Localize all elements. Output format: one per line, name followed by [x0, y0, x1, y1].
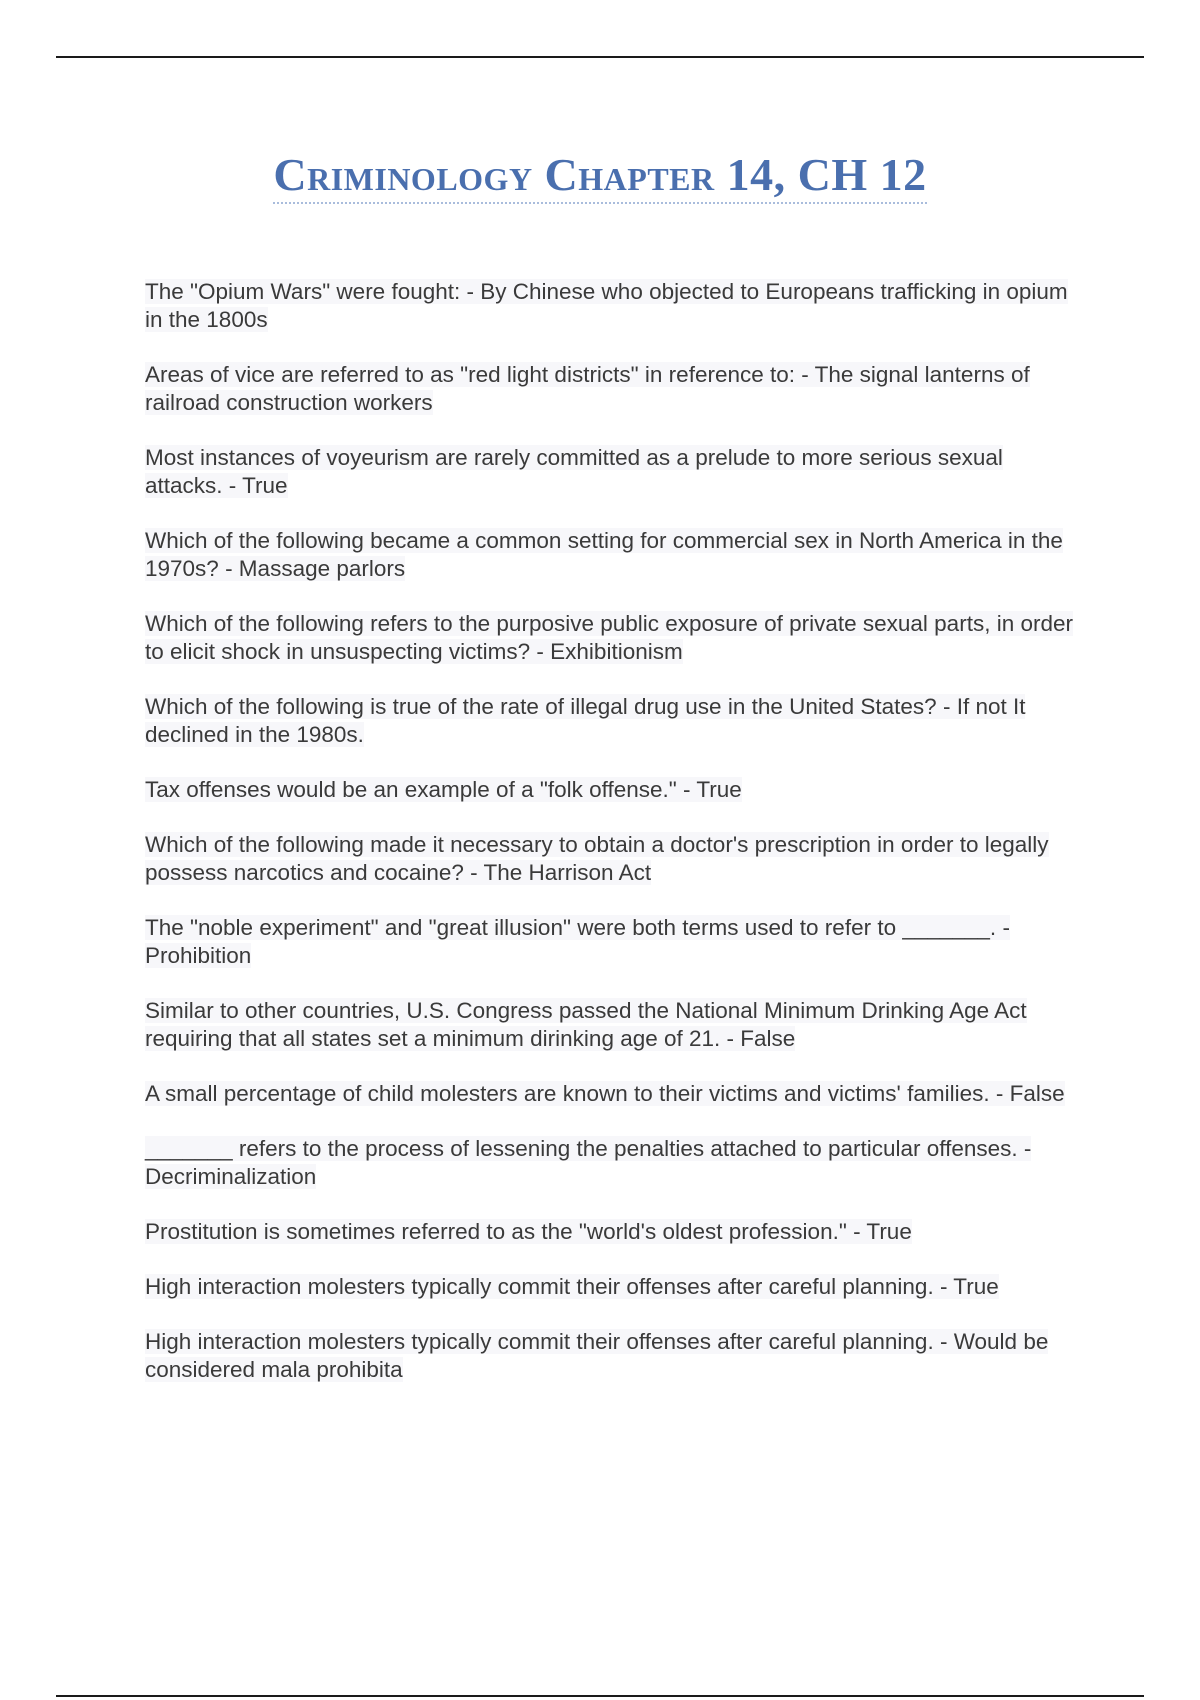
qa-item [145, 444, 1085, 500]
qa-item [145, 610, 1085, 666]
qa-item [145, 776, 1085, 804]
qa-item [145, 831, 1085, 887]
qa-item-text: Most instances of voyeurism are rarely committed as a prelude to more serious sexual attacks. - True [145, 444, 1003, 498]
qa-item-text: The "Opium Wars" were fought: - By Chinese who objected to Europeans trafficking in opium in the 1800s [145, 278, 1068, 332]
document-title-text: Criminology Chapter 14, CH 12 [273, 149, 926, 204]
qa-item-text: Tax offenses would be an example of a "folk offense." - True [145, 776, 742, 802]
qa-item [145, 527, 1085, 583]
bottom-rule [56, 1695, 1144, 1697]
qa-item [145, 1218, 1085, 1246]
qa-item [145, 361, 1085, 417]
qa-item [145, 693, 1085, 749]
qa-item-text: A small percentage of child molesters are known to their victims and victims' families. - False [145, 1080, 1065, 1106]
qa-item [145, 278, 1085, 334]
qa-item [145, 1080, 1085, 1108]
qa-item-text: Which of the following made it necessary to obtain a doctor's prescription in order to legally possess narcotics and cocaine? - The Harrison Act [145, 831, 1049, 885]
qa-list [145, 255, 1085, 1411]
qa-item [145, 997, 1085, 1053]
qa-item-text: Areas of vice are referred to as "red light districts" in reference to: - The signal lanterns of railroad construction workers [145, 361, 1030, 415]
qa-item [145, 914, 1085, 970]
qa-item [145, 1135, 1085, 1191]
qa-item-text: Which of the following became a common setting for commercial sex in North America in the 1970s? - Massage parlors [145, 527, 1063, 581]
qa-item-text: High interaction molesters typically commit their offenses after careful planning. - True [145, 1273, 999, 1299]
qa-item-text: _______ refers to the process of lessening the penalties attached to particular offenses. - Decriminalization [145, 1135, 1032, 1189]
qa-item [145, 1273, 1085, 1301]
qa-item-text: Similar to other countries, U.S. Congress passed the National Minimum Drinking Age Act requiring that all states set a minimum dirinking age of 21. - False [145, 997, 1027, 1051]
qa-item-text: Which of the following refers to the purposive public exposure of private sexual parts, in order to elicit shock in unsuspecting victims? - Exhibitionism [145, 610, 1073, 664]
qa-item-text: Prostitution is sometimes referred to as the "world's oldest profession." - True [145, 1218, 912, 1244]
qa-item [145, 1328, 1085, 1384]
top-rule [56, 56, 1144, 58]
document-title [0, 148, 1200, 201]
qa-item-text: High interaction molesters typically commit their offenses after careful planning. - Would be considered mala prohibita [145, 1328, 1049, 1382]
qa-item-text: Which of the following is true of the rate of illegal drug use in the United States? - If not It declined in the 1980s. [145, 693, 1026, 747]
qa-item-text: The "noble experiment" and "great illusion" were both terms used to refer to _______. - Prohibition [145, 914, 1010, 968]
